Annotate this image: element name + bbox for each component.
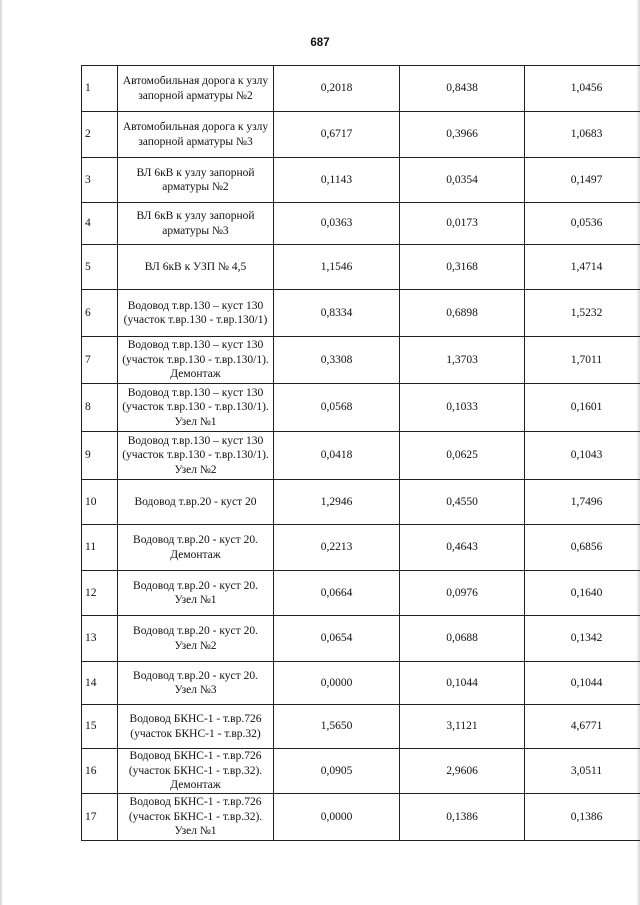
value-3: 3,0511 [525, 749, 640, 794]
row-number: 1 [82, 66, 118, 112]
table-body [82, 66, 640, 841]
value-2: 0,1033 [400, 384, 525, 432]
row-number: 10 [82, 480, 118, 525]
value-2: 0,0173 [400, 203, 525, 245]
value-1: 0,0418 [274, 432, 400, 480]
value-2: 2,9606 [400, 749, 525, 794]
table-row [82, 245, 640, 290]
value-3: 0,1043 [525, 432, 640, 480]
value-2: 0,4643 [400, 525, 525, 571]
value-1: 0,0363 [274, 203, 400, 245]
row-number: 16 [82, 749, 118, 794]
value-1: 0,1143 [274, 158, 400, 203]
object-name: Водовод т.вр.130 – куст 130 (участок т.вр.130 - т.вр.130/1). Узел №2 [118, 432, 274, 480]
table-row [82, 290, 640, 337]
table-row [82, 749, 640, 794]
value-1: 1,2946 [274, 480, 400, 525]
row-number: 5 [82, 245, 118, 290]
row-number: 3 [82, 158, 118, 203]
row-number: 12 [82, 571, 118, 616]
value-1: 1,1546 [274, 245, 400, 290]
object-name: ВЛ 6кВ к узлу запорной арматуры №2 [118, 158, 274, 203]
value-2: 0,6898 [400, 290, 525, 337]
value-3: 4,6771 [525, 705, 640, 749]
table-row [82, 337, 640, 384]
table-row [82, 616, 640, 662]
row-number: 17 [82, 794, 118, 841]
value-3: 1,5232 [525, 290, 640, 337]
value-3: 1,4714 [525, 245, 640, 290]
object-name: Водовод т.вр.20 - куст 20. Демонтаж [118, 525, 274, 571]
row-number: 15 [82, 705, 118, 749]
value-1: 0,3308 [274, 337, 400, 384]
object-name: Водовод т.вр.20 - куст 20 [118, 480, 274, 525]
data-table [81, 65, 640, 841]
table-row [82, 432, 640, 480]
row-number: 2 [82, 112, 118, 158]
object-name: Водовод БКНС-1 - т.вр.726 (участок БКНС-1 - т.вр.32) [118, 705, 274, 749]
row-number: 11 [82, 525, 118, 571]
value-2: 1,3703 [400, 337, 525, 384]
object-name: ВЛ 6кВ к УЗП № 4,5 [118, 245, 274, 290]
row-number: 13 [82, 616, 118, 662]
object-name: ВЛ 6кВ к узлу запорной арматуры №3 [118, 203, 274, 245]
table-row [82, 203, 640, 245]
object-name: Водовод т.вр.20 - куст 20. Узел №3 [118, 662, 274, 705]
value-2: 0,1044 [400, 662, 525, 705]
value-3: 0,1640 [525, 571, 640, 616]
value-1: 0,0654 [274, 616, 400, 662]
object-name: Водовод т.вр.130 – куст 130 (участок т.вр.130 - т.вр.130/1). Демонтаж [118, 337, 274, 384]
value-3: 0,1601 [525, 384, 640, 432]
value-2: 0,0976 [400, 571, 525, 616]
object-name: Автомобильная дорога к узлу запорной арматуры №2 [118, 66, 274, 112]
value-3: 1,0456 [525, 66, 640, 112]
value-2: 0,8438 [400, 66, 525, 112]
object-name: Водовод БКНС-1 - т.вр.726 (участок БКНС-1 - т.вр.32). Узел №1 [118, 794, 274, 841]
value-3: 0,1497 [525, 158, 640, 203]
value-2: 0,1386 [400, 794, 525, 841]
value-3: 1,0683 [525, 112, 640, 158]
value-2: 0,0625 [400, 432, 525, 480]
value-2: 0,3168 [400, 245, 525, 290]
table-row [82, 384, 640, 432]
value-1: 0,0568 [274, 384, 400, 432]
table-row [82, 794, 640, 841]
value-2: 0,3966 [400, 112, 525, 158]
table-row [82, 525, 640, 571]
value-3: 0,1386 [525, 794, 640, 841]
row-number: 8 [82, 384, 118, 432]
object-name: Водовод т.вр.20 - куст 20. Узел №1 [118, 571, 274, 616]
value-1: 0,0000 [274, 662, 400, 705]
page-number: 687 [310, 37, 330, 49]
value-3: 0,1044 [525, 662, 640, 705]
row-number: 9 [82, 432, 118, 480]
value-2: 0,4550 [400, 480, 525, 525]
value-2: 3,1121 [400, 705, 525, 749]
value-1: 0,2213 [274, 525, 400, 571]
value-1: 0,8334 [274, 290, 400, 337]
value-1: 0,0000 [274, 794, 400, 841]
table-row [82, 112, 640, 158]
table-row [82, 480, 640, 525]
table-row [82, 158, 640, 203]
value-3: 0,0536 [525, 203, 640, 245]
row-number: 14 [82, 662, 118, 705]
object-name: Водовод т.вр.20 - куст 20. Узел №2 [118, 616, 274, 662]
table-row [82, 662, 640, 705]
value-3: 1,7496 [525, 480, 640, 525]
row-number: 6 [82, 290, 118, 337]
table-row [82, 705, 640, 749]
object-name: Водовод т.вр.130 – куст 130 (участок т.вр.130 - т.вр.130/1). Узел №1 [118, 384, 274, 432]
value-3: 0,1342 [525, 616, 640, 662]
value-1: 0,2018 [274, 66, 400, 112]
scan-edge-left [0, 0, 3, 905]
value-1: 0,6717 [274, 112, 400, 158]
table-row [82, 571, 640, 616]
value-3: 0,6856 [525, 525, 640, 571]
row-number: 7 [82, 337, 118, 384]
object-name: Водовод т.вр.130 – куст 130 (участок т.вр.130 - т.вр.130/1) [118, 290, 274, 337]
value-1: 0,0905 [274, 749, 400, 794]
row-number: 4 [82, 203, 118, 245]
value-2: 0,0354 [400, 158, 525, 203]
value-1: 1,5650 [274, 705, 400, 749]
object-name: Автомобильная дорога к узлу запорной арматуры №3 [118, 112, 274, 158]
value-2: 0,0688 [400, 616, 525, 662]
value-1: 0,0664 [274, 571, 400, 616]
object-name: Водовод БКНС-1 - т.вр.726 (участок БКНС-1 - т.вр.32). Демонтаж [118, 749, 274, 794]
table-row [82, 66, 640, 112]
value-3: 1,7011 [525, 337, 640, 384]
